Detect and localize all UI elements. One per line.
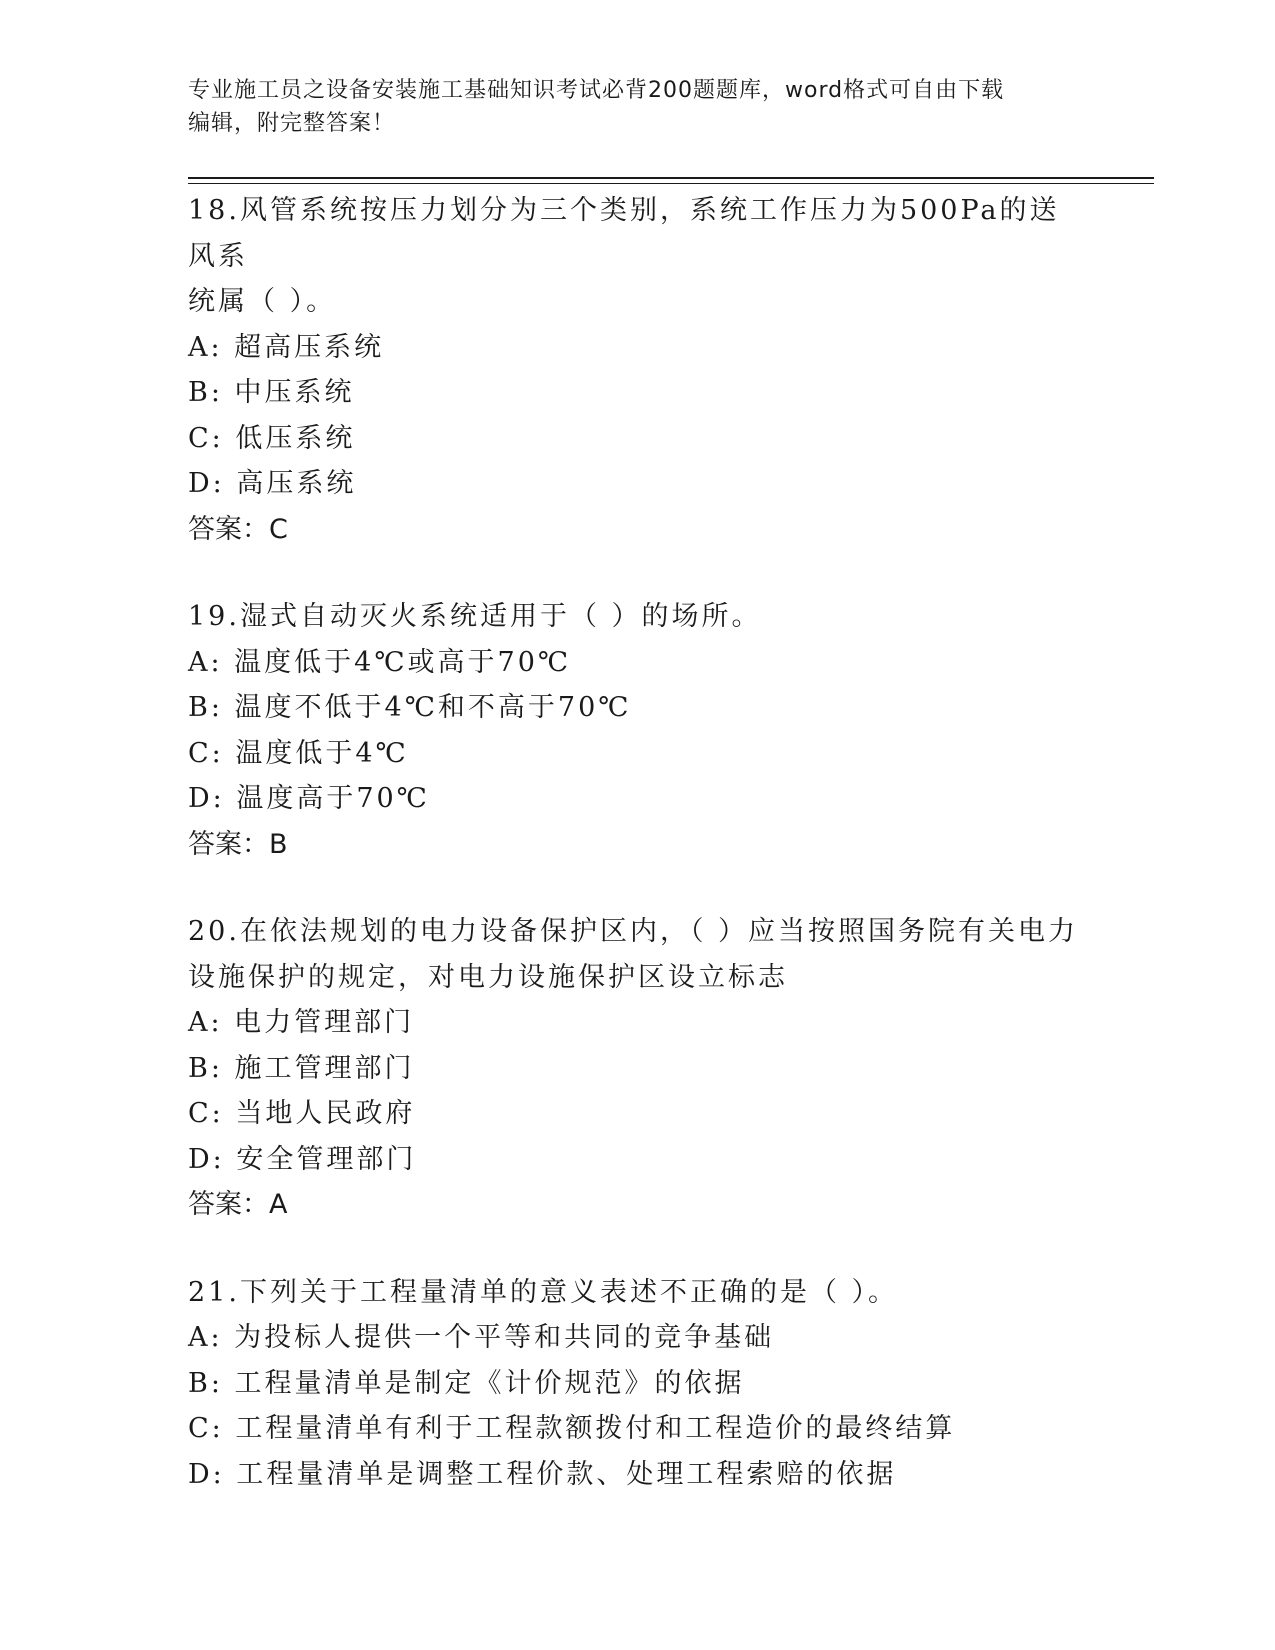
option-d: D: 工程量清单是调整工程价款、处理工程索赔的依据 — [188, 1458, 897, 1490]
option-c: C: 当地人民政府 — [188, 1098, 416, 1129]
option-a: A: 超高压系统 — [188, 331, 385, 363]
header-divider-thick — [188, 177, 1154, 179]
option-d: D: 温度高于70℃ — [188, 783, 430, 814]
question-18 — [188, 188, 1088, 552]
question-19 — [188, 594, 1088, 867]
option-d: D: 高压系统 — [188, 468, 357, 499]
question-stem-line: 20.在依法规划的电力设备保护区内，（ ）应当按照国务院有关电力 — [188, 916, 1079, 947]
question-stem-line: 21.下列关于工程量清单的意义表述不正确的是（ ）。 — [188, 1276, 899, 1308]
option-b: B: 中压系统 — [188, 377, 355, 408]
header-line-2: 编辑，附完整答案！ — [188, 111, 396, 136]
question-stem-line: 18.风管系统按压力划分为三个类别，系统工作压力为500Pa的送风系 — [188, 195, 1060, 272]
question-20 — [188, 909, 1088, 1228]
option-b: B: 工程量清单是制定《计价规范》的依据 — [188, 1367, 745, 1399]
answer-line: 答案：C — [188, 513, 288, 545]
answer-line: 答案：A — [188, 1189, 288, 1220]
option-c: C: 低压系统 — [188, 422, 356, 454]
option-d: D: 安全管理部门 — [188, 1143, 417, 1175]
option-c: C: 工程量清单有利于工程款额拨付和工程造价的最终结算 — [188, 1413, 956, 1444]
option-c: C: 温度低于4℃ — [188, 737, 409, 769]
document-header — [188, 74, 1088, 140]
question-list — [188, 188, 1088, 1497]
answer-line: 答案：B — [188, 828, 288, 860]
option-b: B: 施工管理部门 — [188, 1052, 415, 1084]
question-stem-line: 统属（ ）。 — [188, 286, 337, 317]
option-a: A: 为投标人提供一个平等和共同的竞争基础 — [188, 1322, 775, 1353]
question-gap — [188, 552, 1088, 594]
option-b: B: 温度不低于4℃和不高于70℃ — [188, 692, 632, 723]
question-21 — [188, 1270, 1088, 1498]
header-divider-thin — [188, 183, 1154, 184]
option-a: A: 温度低于4℃或高于70℃ — [188, 646, 572, 678]
question-gap — [188, 867, 1088, 909]
question-stem-line: 设施保护的规定，对电力设施保护区设立标志 — [188, 961, 788, 993]
question-stem-line: 19.湿式自动灭火系统适用于（ ）的场所。 — [188, 601, 762, 632]
question-gap — [188, 1228, 1088, 1270]
header-line-1: 专业施工员之设备安装施工基础知识考试必背200题题库，word格式可自由下载 — [188, 78, 1005, 103]
option-a: A: 电力管理部门 — [188, 1007, 415, 1038]
